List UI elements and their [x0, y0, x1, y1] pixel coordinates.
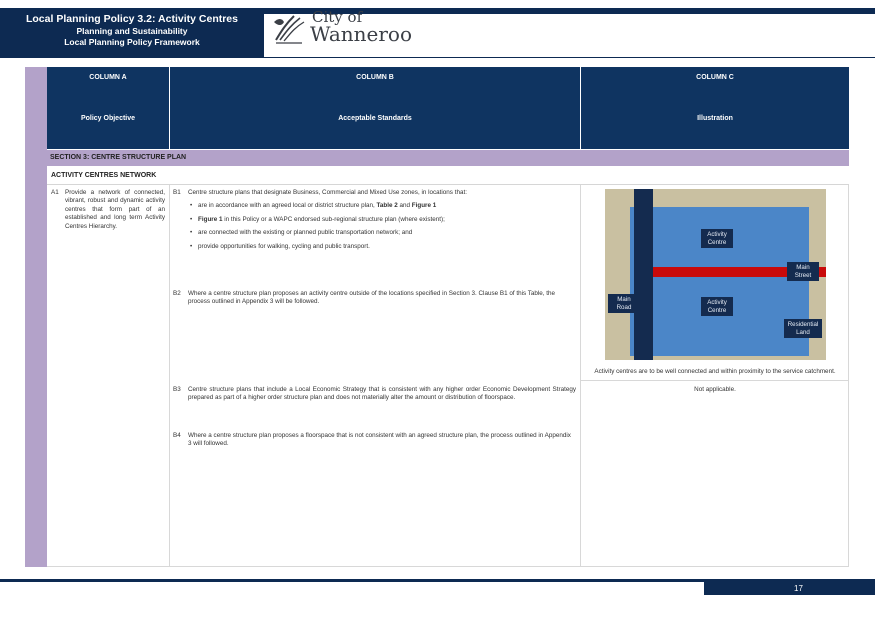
label-main-street: Main Street [787, 262, 819, 281]
document-title: Local Planning Policy 3.2: Activity Centres [25, 13, 238, 25]
illustration-caption: Activity centres are to be well connected and within proximity to the service catchment. [594, 368, 836, 375]
divider-col-ab [169, 185, 170, 567]
bullet-bold-ref: Table 2 [376, 202, 398, 210]
standard-b2-number: B2 [173, 290, 181, 297]
standard-b1-bullet [188, 216, 576, 224]
page-header [0, 8, 875, 58]
column-b-header [170, 67, 580, 149]
standard-b1 [188, 189, 576, 256]
section-heading: SECTION 3: CENTRE STRUCTURE PLAN [47, 150, 849, 166]
divider-right [848, 185, 849, 567]
footer-page-box [704, 582, 875, 595]
standard-b4-text: Where a centre structure plan proposes a floorspace that is not consistent with an agreed structure plan, the process outlined in Appendix 3 will followed. [188, 432, 571, 448]
header-divider [264, 57, 875, 58]
column-a-label: COLUMN A [89, 74, 127, 81]
standard-b4-number: B4 [173, 432, 181, 439]
main-road-shape [634, 189, 653, 360]
standard-b1-number: B1 [173, 189, 181, 196]
subsection-heading: ACTIVITY CENTRES NETWORK [47, 167, 849, 185]
objective-number: A1 [51, 189, 59, 196]
activity-centre-diagram [605, 189, 826, 360]
left-accent-bar [25, 67, 47, 567]
column-a-header [47, 67, 169, 149]
standard-b1-bullet: • are connected with the existing or planned public transportation network; and [188, 229, 576, 237]
header-title-block [0, 8, 264, 58]
standard-b3-text: Centre structure plans that include a Local Economic Strategy that is consistent with any higher order Economic Development Strategy prepared as part of a higher order structure plan and does not materially alter the amount or distribution of floorspace. [188, 386, 576, 402]
standard-b2-text: Where a centre structure plan proposes an activity centre outside of the locations specified in Section 3. Clause B1 of this Table, the process outlined in Appendix 3 will be followed. [188, 290, 556, 306]
standard-b3-number: B3 [173, 386, 181, 393]
page-number: 17 [794, 584, 803, 593]
divider-illustration-row [581, 380, 849, 381]
bullet-text: in this Policy or a WAPC endorsed sub-regional structure plan (where existent); [222, 215, 445, 223]
label-activity-centre-top: Activity Centre [701, 229, 733, 248]
logo-city-text: City of [312, 8, 363, 26]
column-c-label: COLUMN C [696, 74, 734, 81]
framework-name: Local Planning Policy Framework [64, 37, 200, 47]
logo-name-text: Wanneroo [310, 22, 412, 46]
label-activity-centre-bottom: Activity Centre [701, 297, 733, 316]
swan-logo-icon [272, 10, 308, 46]
column-b-label: COLUMN B [356, 74, 394, 81]
label-residential-land: Residential Land [784, 319, 822, 338]
label-main-road: Main Road [608, 294, 640, 313]
bullet-bold-ref: Figure 1 [198, 215, 223, 223]
department-name: Planning and Sustainability [76, 26, 188, 36]
table-bottom-line [47, 566, 849, 567]
objective-text: Provide a network of connected, vibrant, robust and dynamic activity centres that form part of an established and long term Activity Centres Hierarchy. [65, 189, 165, 230]
city-logo [272, 10, 412, 50]
column-c-sublabel: Illustration [697, 115, 733, 122]
divider-col-bc [580, 185, 581, 567]
bullet-text: are in accordance with an agreed local or district structure plan, [198, 202, 377, 210]
standard-b1-text: Centre structure plans that designate Business, Commercial and Mixed Use zones, in locations that: [188, 189, 467, 196]
column-c-header [581, 67, 849, 149]
not-applicable-note: Not applicable. [694, 386, 736, 393]
column-b-sublabel: Acceptable Standards [338, 115, 412, 122]
bullet-bold-ref: Figure 1 [411, 202, 437, 210]
standard-b1-bullet [188, 202, 576, 210]
column-a-sublabel: Policy Objective [80, 115, 136, 122]
standard-b1-bullet: • provide opportunities for walking, cycling and public transport. [188, 243, 576, 251]
bullet-text: and [397, 202, 412, 210]
